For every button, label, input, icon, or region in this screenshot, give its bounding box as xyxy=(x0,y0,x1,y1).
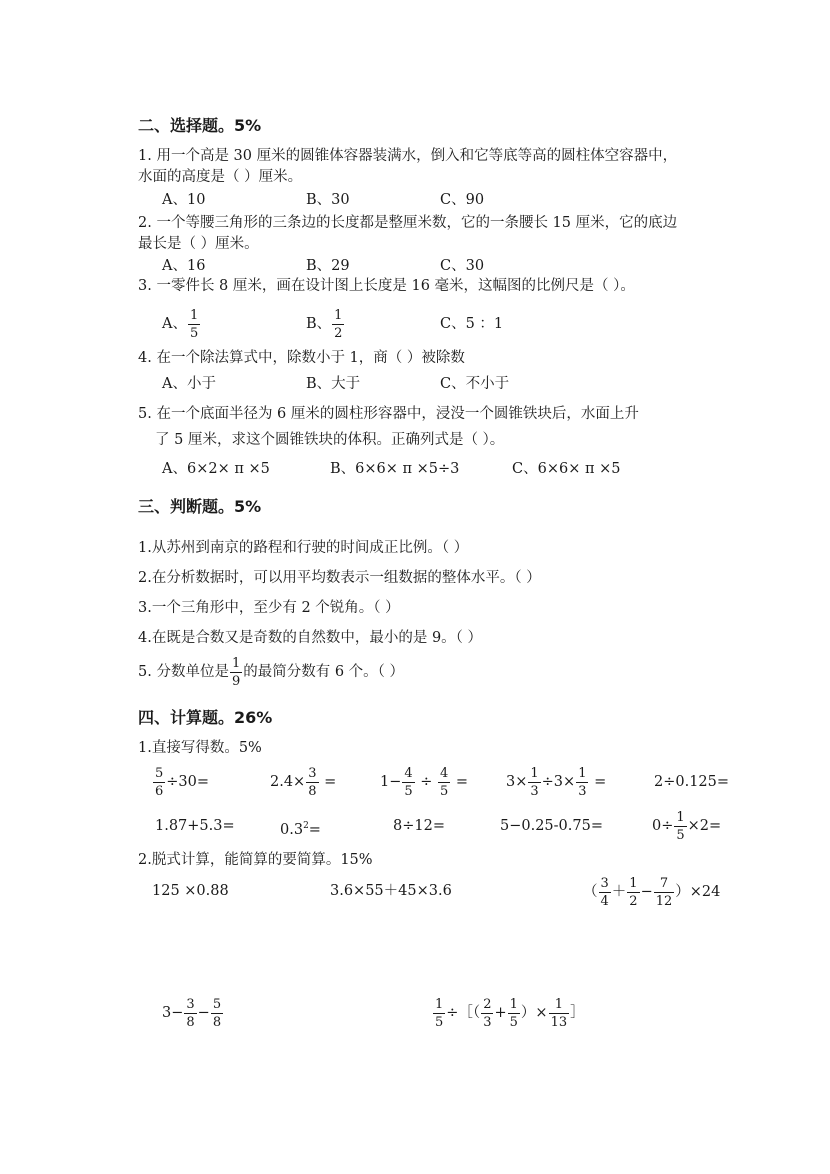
expr-text: = xyxy=(589,774,607,790)
denominator: 2 xyxy=(334,325,343,341)
problem-1: 125 ×0.88 xyxy=(152,883,229,899)
expr-text: ÷［（ xyxy=(446,1005,481,1021)
numerator: 4 xyxy=(440,765,449,781)
numerator: 1 xyxy=(629,875,638,891)
numerator: 3 xyxy=(186,996,195,1012)
fraction xyxy=(627,877,639,908)
numerator: 3 xyxy=(600,875,609,891)
calc-sub1: 1.直接写得数。5% xyxy=(138,740,262,756)
q5-option-c: C、6×6× π ×5 xyxy=(512,461,621,477)
expr-3 xyxy=(380,762,468,802)
expr-9: 5−0.25-0.75= xyxy=(500,818,603,834)
expr-text: − xyxy=(640,884,653,900)
fraction xyxy=(481,998,493,1029)
q3-option-b xyxy=(306,306,345,342)
q2-option-a: A、16 xyxy=(162,258,206,274)
fraction xyxy=(438,767,450,798)
fraction xyxy=(549,998,570,1029)
denominator: 8 xyxy=(186,1014,195,1030)
expr-4 xyxy=(506,762,606,802)
fraction xyxy=(153,767,165,798)
denominator: 5 xyxy=(509,1014,518,1030)
expr-text: 1− xyxy=(380,774,402,790)
expr-text: ）× xyxy=(520,1005,548,1021)
numerator: 5 xyxy=(155,765,164,781)
expr-10 xyxy=(652,806,721,846)
expr-text: = xyxy=(308,821,321,838)
q1-line2: 水面的高度是（ ）厘米。 xyxy=(138,169,303,185)
denominator: 5 xyxy=(676,827,685,843)
denominator: 5 xyxy=(189,325,199,341)
fraction xyxy=(674,811,686,842)
q3-line1: 3. 一零件长 8 厘米，画在设计图上长度是 16 毫米，这幅图的比例尺是（ ）。 xyxy=(138,278,635,294)
numerator: 1 xyxy=(676,809,685,825)
q3-a-prefix: A、 xyxy=(162,316,187,332)
fraction xyxy=(188,309,200,340)
q5-option-b: B、6×6× π ×5÷3 xyxy=(330,461,460,477)
expr-text: ］ xyxy=(570,1005,585,1021)
judge-item-4: 4.在既是合数又是奇数的自然数中，最小的是 9。（ ） xyxy=(138,630,483,646)
numerator: 2 xyxy=(483,996,492,1012)
problem-3 xyxy=(583,872,720,912)
q5-line1: 5. 在一个底面半径为 6 厘米的圆柱形容器中，浸没一个圆锥铁块后，水面上升 xyxy=(138,406,639,422)
expr-5: 2÷0.125= xyxy=(654,774,730,790)
expr-text: ÷3× xyxy=(541,774,576,790)
fraction xyxy=(306,767,318,798)
denominator: 3 xyxy=(578,783,587,799)
expr-2 xyxy=(270,762,336,802)
numerator: 1 xyxy=(578,765,587,781)
denominator: 9 xyxy=(231,673,241,689)
expr-1 xyxy=(152,762,209,802)
q2-line2: 最长是（ ）厘米。 xyxy=(138,236,259,252)
section-title-choice: 二、选择题。5% xyxy=(138,116,262,135)
fraction xyxy=(184,998,196,1029)
fraction xyxy=(402,767,414,798)
expr-7 xyxy=(280,816,321,840)
denominator: 12 xyxy=(655,893,673,909)
fraction xyxy=(576,767,588,798)
numerator: 4 xyxy=(404,765,413,781)
denominator: 2 xyxy=(629,893,638,909)
problem-2: 3.6×55＋45×3.6 xyxy=(330,883,452,899)
fraction xyxy=(433,998,445,1029)
q1-option-b: B、30 xyxy=(306,192,350,208)
expr-text: ÷30= xyxy=(166,774,210,790)
denominator: 6 xyxy=(155,783,164,799)
numerator: 1 xyxy=(189,307,199,323)
q3-b-prefix: B、 xyxy=(306,316,332,332)
fraction xyxy=(508,998,520,1029)
expr-8: 8÷12= xyxy=(393,818,445,834)
judge5-prefix: 5. 分数单位是 xyxy=(138,664,229,680)
q2-line1: 2. 一个等腰三角形的三条边的长度都是整厘米数，它的一条腰长 15 厘米，它的底边 xyxy=(138,215,678,231)
q1-option-a: A、10 xyxy=(162,192,206,208)
judge-item-3: 3.一个三角形中，至少有 2 个锐角。（ ） xyxy=(138,600,400,616)
numerator: 1 xyxy=(509,996,518,1012)
numerator: 1 xyxy=(530,765,539,781)
numerator: 1 xyxy=(231,655,241,671)
fraction xyxy=(528,767,540,798)
q5-line2: 了 5 厘米，求这个圆锥铁块的体积。正确列式是（ ）。 xyxy=(155,432,505,448)
q2-option-b: B、29 xyxy=(306,258,350,274)
denominator: 4 xyxy=(600,893,609,909)
q4-option-b: B、大于 xyxy=(306,376,361,392)
numerator: 1 xyxy=(334,307,343,323)
judge5-suffix: 的最简分数有 6 个。（ ） xyxy=(243,664,405,680)
calc-sub2: 2.脱式计算，能简算的要简算。15% xyxy=(138,852,373,868)
expr-text: ×2= xyxy=(687,818,722,834)
judge-item-2: 2.在分析数据时，可以用平均数表示一组数据的整体水平。（ ） xyxy=(138,570,541,586)
q1-option-c: C、90 xyxy=(440,192,485,208)
q2-option-c: C、30 xyxy=(440,258,485,274)
fraction xyxy=(599,877,611,908)
judge-item-1: 1.从苏州到南京的路程和行驶的时间成正比例。（ ） xyxy=(138,540,469,556)
q4-option-c: C、不小于 xyxy=(440,376,510,392)
expr-text: 3− xyxy=(162,1005,184,1021)
expr-text: + xyxy=(494,1005,507,1021)
denominator: 3 xyxy=(483,1014,492,1030)
q4-option-a: A、小于 xyxy=(162,376,216,392)
expr-text: 0.3 xyxy=(280,821,304,838)
numerator: 7 xyxy=(654,877,675,893)
expr-text: − xyxy=(197,1005,210,1021)
numerator: 1 xyxy=(435,996,444,1012)
denominator: 3 xyxy=(530,783,539,799)
expr-text: 3× xyxy=(506,774,528,790)
numerator: 3 xyxy=(308,765,317,781)
problem-4 xyxy=(162,993,224,1033)
q1-line1: 1. 用一个高是 30 厘米的圆锥体容器装满水，倒入和它等底等高的圆柱体空容器中， xyxy=(138,148,678,164)
expr-6: 1.87+5.3= xyxy=(155,818,235,834)
denominator: 8 xyxy=(308,783,317,799)
fraction xyxy=(230,657,242,688)
expr-text: 2.4× xyxy=(270,774,306,790)
denominator: 5 xyxy=(440,783,449,799)
judge-item-5 xyxy=(138,654,404,690)
q3-option-a xyxy=(162,306,201,342)
q3-option-c: C、5 ：1 xyxy=(440,316,504,332)
denominator: 5 xyxy=(435,1014,444,1030)
section-title-judge: 三、判断题。5% xyxy=(138,497,262,516)
numerator: 5 xyxy=(212,996,222,1012)
q4-line1: 4. 在一个除法算式中，除数小于 1，商（ ）被除数 xyxy=(138,350,465,366)
numerator: 1 xyxy=(549,998,570,1014)
denominator: 13 xyxy=(550,1014,568,1030)
expr-text: （ xyxy=(583,884,598,900)
fraction xyxy=(211,998,223,1029)
problem-5 xyxy=(432,993,585,1033)
expr-text: = xyxy=(451,774,469,790)
expr-text: ）×24 xyxy=(675,884,721,900)
expr-text: 0÷ xyxy=(652,818,674,834)
section-title-calc: 四、计算题。26% xyxy=(138,708,273,727)
denominator: 5 xyxy=(404,783,413,799)
fraction xyxy=(332,309,344,340)
denominator: 8 xyxy=(212,1014,222,1030)
expr-text: ＋ xyxy=(611,884,627,900)
fraction xyxy=(654,877,675,908)
exponent: 2 xyxy=(303,821,309,831)
expr-text: = xyxy=(319,774,337,790)
q5-option-a: A、6×2× π ×5 xyxy=(162,461,270,477)
expr-text: ÷ xyxy=(415,774,438,790)
